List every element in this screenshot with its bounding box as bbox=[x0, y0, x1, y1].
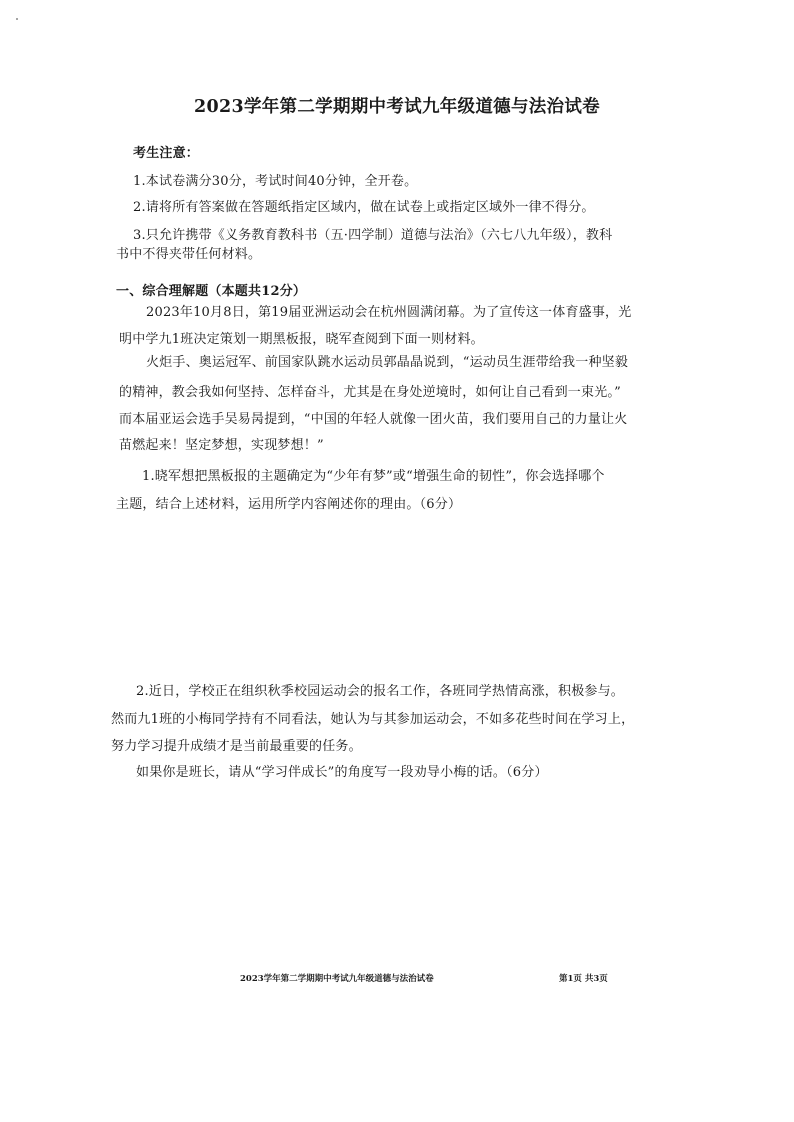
notice-item-2: 2.请将所有答案做在答题纸指定区域内，做在试卷上或指定区域外一律不得分。 bbox=[133, 200, 595, 215]
question-2-line-1: 2.近日，学校正在组织秋季校园运动会的报名工作，各班同学热情高涨，积极参与。 bbox=[136, 684, 625, 699]
notice-heading: 考生注意： bbox=[133, 146, 200, 161]
material-line-6: 苗燃起来！坚定梦想，实现梦想！” bbox=[119, 438, 324, 453]
notice-item-1: 1.本试卷满分30分，考试时间40分钟，全开卷。 bbox=[133, 174, 418, 189]
question-2-line-2: 然而九1班的小梅同学持有不同看法，她认为与其参加运动会，不如多花些时间在学习上， bbox=[111, 712, 635, 727]
section-heading: 一、综合理解题（本题共12分） bbox=[116, 284, 307, 299]
answer-space-q2 bbox=[110, 790, 670, 960]
question-1-line-2: 主题，结合上述材料，运用所学内容阐述你的理由。（6分） bbox=[116, 497, 462, 512]
question-1-line-1: 1.晓军想把黑板报的主题确定为“少年有梦”或“增强生命的韧性”，你会选择哪个 bbox=[142, 469, 605, 484]
footer-title: 2023学年第二学期期中考试九年级道德与法治试卷 bbox=[240, 974, 434, 984]
footer-page-number: 第1页 共3页 bbox=[559, 974, 608, 984]
question-2-line-4: 如果你是班长，请从“学习伴成长”的角度写一段劝导小梅的话。（6分） bbox=[136, 765, 548, 780]
material-line-1: 2023年10月8日，第19届亚洲运动会在杭州圆满闭幕。为了宣传这一体育盛事，光 bbox=[146, 305, 632, 320]
scan-speck bbox=[16, 18, 18, 20]
material-line-2: 明中学九1班决定策划一期黑板报，晓军查阅到下面一则材料。 bbox=[119, 332, 484, 347]
answer-space-q1 bbox=[110, 520, 670, 670]
question-2-line-3: 努力学习提升成绩才是当前最重要的任务。 bbox=[111, 739, 362, 754]
material-line-3: 火炬手、奥运冠军、前国家队跳水运动员郭晶晶说到，“运动员生涯带给我一种坚毅 bbox=[146, 355, 629, 370]
notice-item-3-cont: 书中不得夹带任何材料。 bbox=[116, 247, 262, 262]
material-line-5: 而本届亚运会选手吴易昺提到，“中国的年轻人就像一团火苗，我们要用自己的力量让火 bbox=[119, 412, 628, 427]
notice-item-3: 3.只允许携带《义务教育教科书（五·四学制）道德与法治》（六七八九年级），教科 bbox=[133, 228, 613, 243]
material-line-4: 的精神，教会我如何坚持、怎样奋斗，尤其是在身处逆境时，如何让自己看到一束光。” bbox=[119, 385, 621, 400]
exam-title: 2023学年第二学期期中考试九年级道德与法治试卷 bbox=[194, 97, 600, 117]
